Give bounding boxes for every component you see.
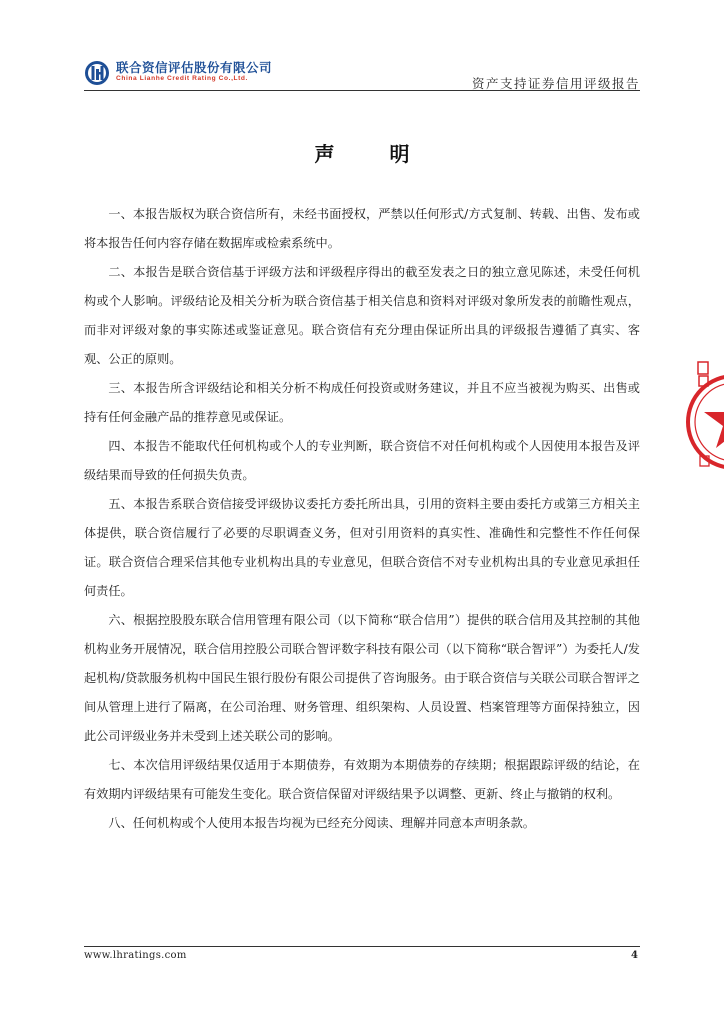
page-number: 4 — [631, 950, 638, 961]
lianhe-logo-icon — [84, 60, 110, 86]
declaration-paragraph-6: 六、根据控股股东联合信用管理有限公司（以下简称“联合信用”）提供的联合信用及其控制的其他机构业务开展情况，联合信用控股公司联合智评数字科技有限公司（以下简称“联合智评”）为委托人/发起机构/贷款服务机构中国民生银行股份有限公司提供了咨询服务。由于联合资信与关联公司联合智评之间从管理上进行了隔离，在公司治理、财务管理、组织架构、人员设置、档案管理等方面保持独立，因此公司评级业务并未受到上述关联公司的影响。 — [84, 613, 640, 743]
logo-company-name: 联合资信评估股份有限公司 — [116, 60, 273, 75]
logo-company-name-en: China Lianhe Credit Rating Co.,Ltd. — [116, 75, 248, 82]
declaration-paragraph-8: 八、任何机构或个人使用本报告均视为已经充分阅读、理解并同意本声明条款。 — [108, 816, 535, 830]
header-divider — [84, 90, 640, 91]
declaration-paragraph-7: 七、本次信用评级结果仅适用于本期债券，有效期为本期债券的存续期；根据跟踪评级的结论，在有效期内评级结果有可能发生变化。联合资信保留对评级结果予以调整、更新、终止与撤销的权利。 — [84, 758, 640, 801]
declaration-paragraph-2: 二、本报告是联合资信基于评级方法和评级程序得出的截至发表之日的独立意见陈述，未受任何机构或个人影响。评级结论及相关分析为联合资信基于相关信息和资料对评级对象所发表的前瞻性观点，而非对评级对象的事实陈述或鉴证意见。联合资信有充分理由保证所出具的评级报告遵循了真实、客观、公正的原则。 — [84, 265, 640, 366]
declaration-paragraph-5: 五、本报告系联合资信接受评级协议委托方委托所出具，引用的资料主要由委托方或第三方相关主体提供，联合资信履行了必要的尽职调查义务，但对引用资料的真实性、准确性和完整性不作任何保证。联合资信合理采信其他专业机构出具的专业意见，但联合资信不对专业机构出具的专业意见承担任何责任。 — [84, 497, 640, 598]
declaration-paragraph-1: 一、本报告版权为联合资信所有，未经书面授权，严禁以任何形式/方式复制、转载、出售、发布或将本报告任何内容存储在数据库或检索系统中。 — [84, 207, 640, 250]
declaration-body — [84, 200, 640, 838]
red-seal-icon — [694, 352, 724, 492]
page-header — [84, 58, 640, 90]
footer-divider — [84, 946, 640, 947]
page-title: 声 明 — [314, 142, 434, 166]
report-type-title: 资产支持证券信用评级报告 — [471, 76, 640, 91]
declaration-paragraph-3: 三、本报告所含评级结论和相关分析不构成任何投资或财务建议，并且不应当被视为购买、出售或持有任何金融产品的推荐意见或保证。 — [84, 381, 640, 424]
footer-website-link[interactable]: www.lhratings.com — [84, 950, 187, 961]
declaration-paragraph-4: 四、本报告不能取代任何机构或个人的专业判断，联合资信不对任何机构或个人因使用本报告及评级结果而导致的任何损失负责。 — [84, 439, 640, 482]
